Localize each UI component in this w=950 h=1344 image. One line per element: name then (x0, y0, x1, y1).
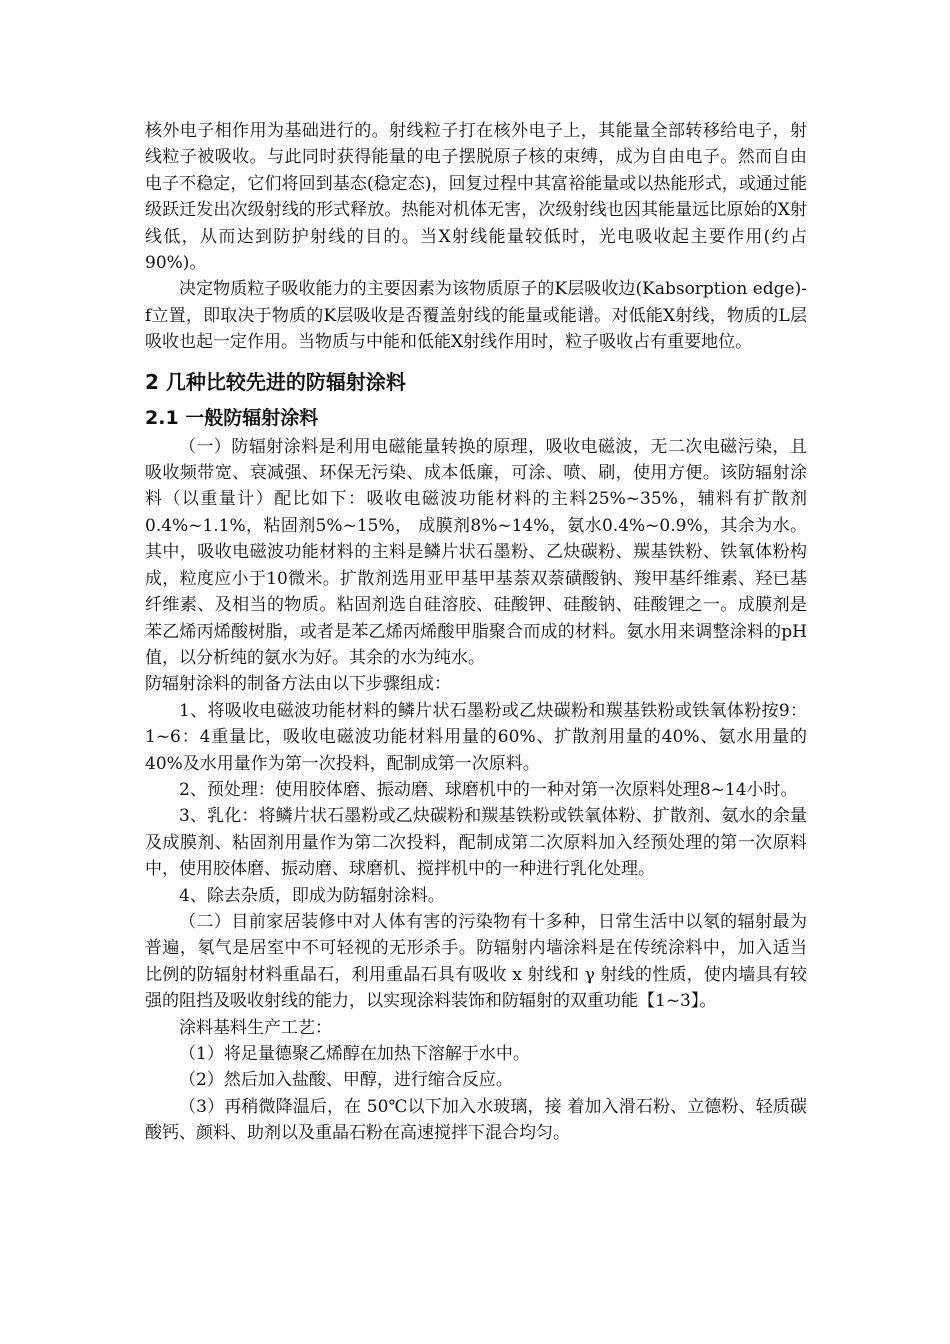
document-body (145, 118, 807, 1147)
paragraph-preparation-intro: 防辐射涂料的制备方法由以下步骤组成： (145, 674, 451, 695)
section-heading: 2 几种比较先进的防辐射涂料 (145, 369, 406, 394)
paragraph-step-3: 3、乳化：将鳞片状石墨粉或乙炔碳粉和羰基铁粉或铁氧体粉、扩散剂、氨水的余量及成膜剂、粘固剂用量作为第二次投料，配制成第二次原料加入经预处理的第一次原料中，使用胶体磨、振动磨、球磨机、搅拌机中的一种进行乳化处理。 (145, 806, 807, 880)
paragraph-coating-two: （二）目前家居装修中对人体有害的污染物有十多种，日常生活中以氡的辐射最为普遍，氡气是居室中不可轻视的无形杀手。防辐射内墙涂料是在传统涂料中，加入适当比例的防辐射材料重晶石，利用重晶石具有吸收 x 射线和 γ 射线的性质，使内墙具有较强的阻挡及吸收射线的能力，以实现涂料装饰和防辐射的双重功能【1~3】。 (145, 911, 807, 1012)
paragraph-process-2: （2）然后加入盐酸、甲醇，进行缩合反应。 (179, 1070, 513, 1091)
paragraph-step-4: 4、除去杂质，即成为防辐射涂料。 (179, 885, 445, 906)
paragraph-step-1: 1、将吸收电磁波功能材料的鳞片状石墨粉或乙炔碳粉和羰基铁粉或铁氧体粉按9：1~6：4重量比，吸收电磁波功能材料用量的60%、扩散剂用量的40%、氨水用量的40%及水用量作为第一次投料，配制成第一次原料。 (145, 700, 807, 774)
paragraph-process-3: （3）再稍微降温后，在 50℃以下加入水玻璃，接 着加入滑石粉、立德粉、轻质碳酸钙、颜料、助剂以及重晶石粉在高速搅拌下混合均匀。 (145, 1096, 807, 1144)
paragraph-base-process-intro: 涂料基料生产工艺： (179, 1017, 332, 1038)
paragraph-coating-one: （一）防辐射涂料是利用电磁能量转换的原理，吸收电磁波，无二次电磁污染，且吸收频带宽、衰减强、环保无污染、成本低廉，可涂、喷、刷，使用方便。该防辐射涂料（以重量计）配比如下：吸收电磁波功能材料的主料25%~35%，辅料有扩散剂0.4%~1.1%，粘固剂5%~15%， 成膜剂8%~14%，氨水0.4%~0.9%，其余为水。其中，吸收电磁波功能材料的主料是鳞片状石墨粉、乙炔碳粉、羰基铁粉、铁氧体粉构成，粒度应小于10微米。扩散剂选用亚甲基甲基萘双萘磺酸钠、羧甲基纤维素、羟已基纤维素、及相当的物质。粘固剂选自硅溶胶、硅酸钾、硅酸钠、硅酸锂之一。成膜剂是苯乙烯丙烯酸树脂，或者是苯乙烯丙烯酸甲脂聚合而成的材料。氨水用来调整涂料的pH值，以分析纯的氨水为好。其余的水为纯水。 (145, 436, 807, 668)
subsection-heading: 2.1 一般防辐射涂料 (145, 406, 319, 429)
paragraph-step-2: 2、预处理：使用胶体磨、振动磨、球磨机中的一种对第一次原料处理8~14小时。 (179, 779, 798, 800)
paragraph-process-1: （1）将足量德聚乙烯醇在加热下溶解于水中。 (179, 1044, 530, 1064)
paragraph-absorption-edge: 决定物质粒子吸收能力的主要因素为该物质原子的K层吸收边(Kabsorption edge)-f立置，即取决于物质的K层吸收是否覆盖射线的能量或能谱。对低能X射线，物质的L层吸收也起一定作用。当物质与中能和低能X射线作用时，粒子吸收占有重要地位。 (145, 279, 807, 353)
paragraph-electron-interaction: 核外电子相作用为基础进行的。射线粒子打在核外电子上，其能量全部转移给电子，射线粒子被吸收。与此同时获得能量的电子摆脱原子核的束缚，成为自由电子。然而自由电子不稳定，它们将回到基态(稳定态)，回复过程中其富裕能量或以热能形式，或通过能级跃迁发出次级射线的形式释放。热能对机体无害，次级射线也因其能量远比原始的X射线低，从而达到防护射线的目的。当X射线能量较低时，光电吸收起主要作用(约占90%)。 (145, 121, 807, 274)
